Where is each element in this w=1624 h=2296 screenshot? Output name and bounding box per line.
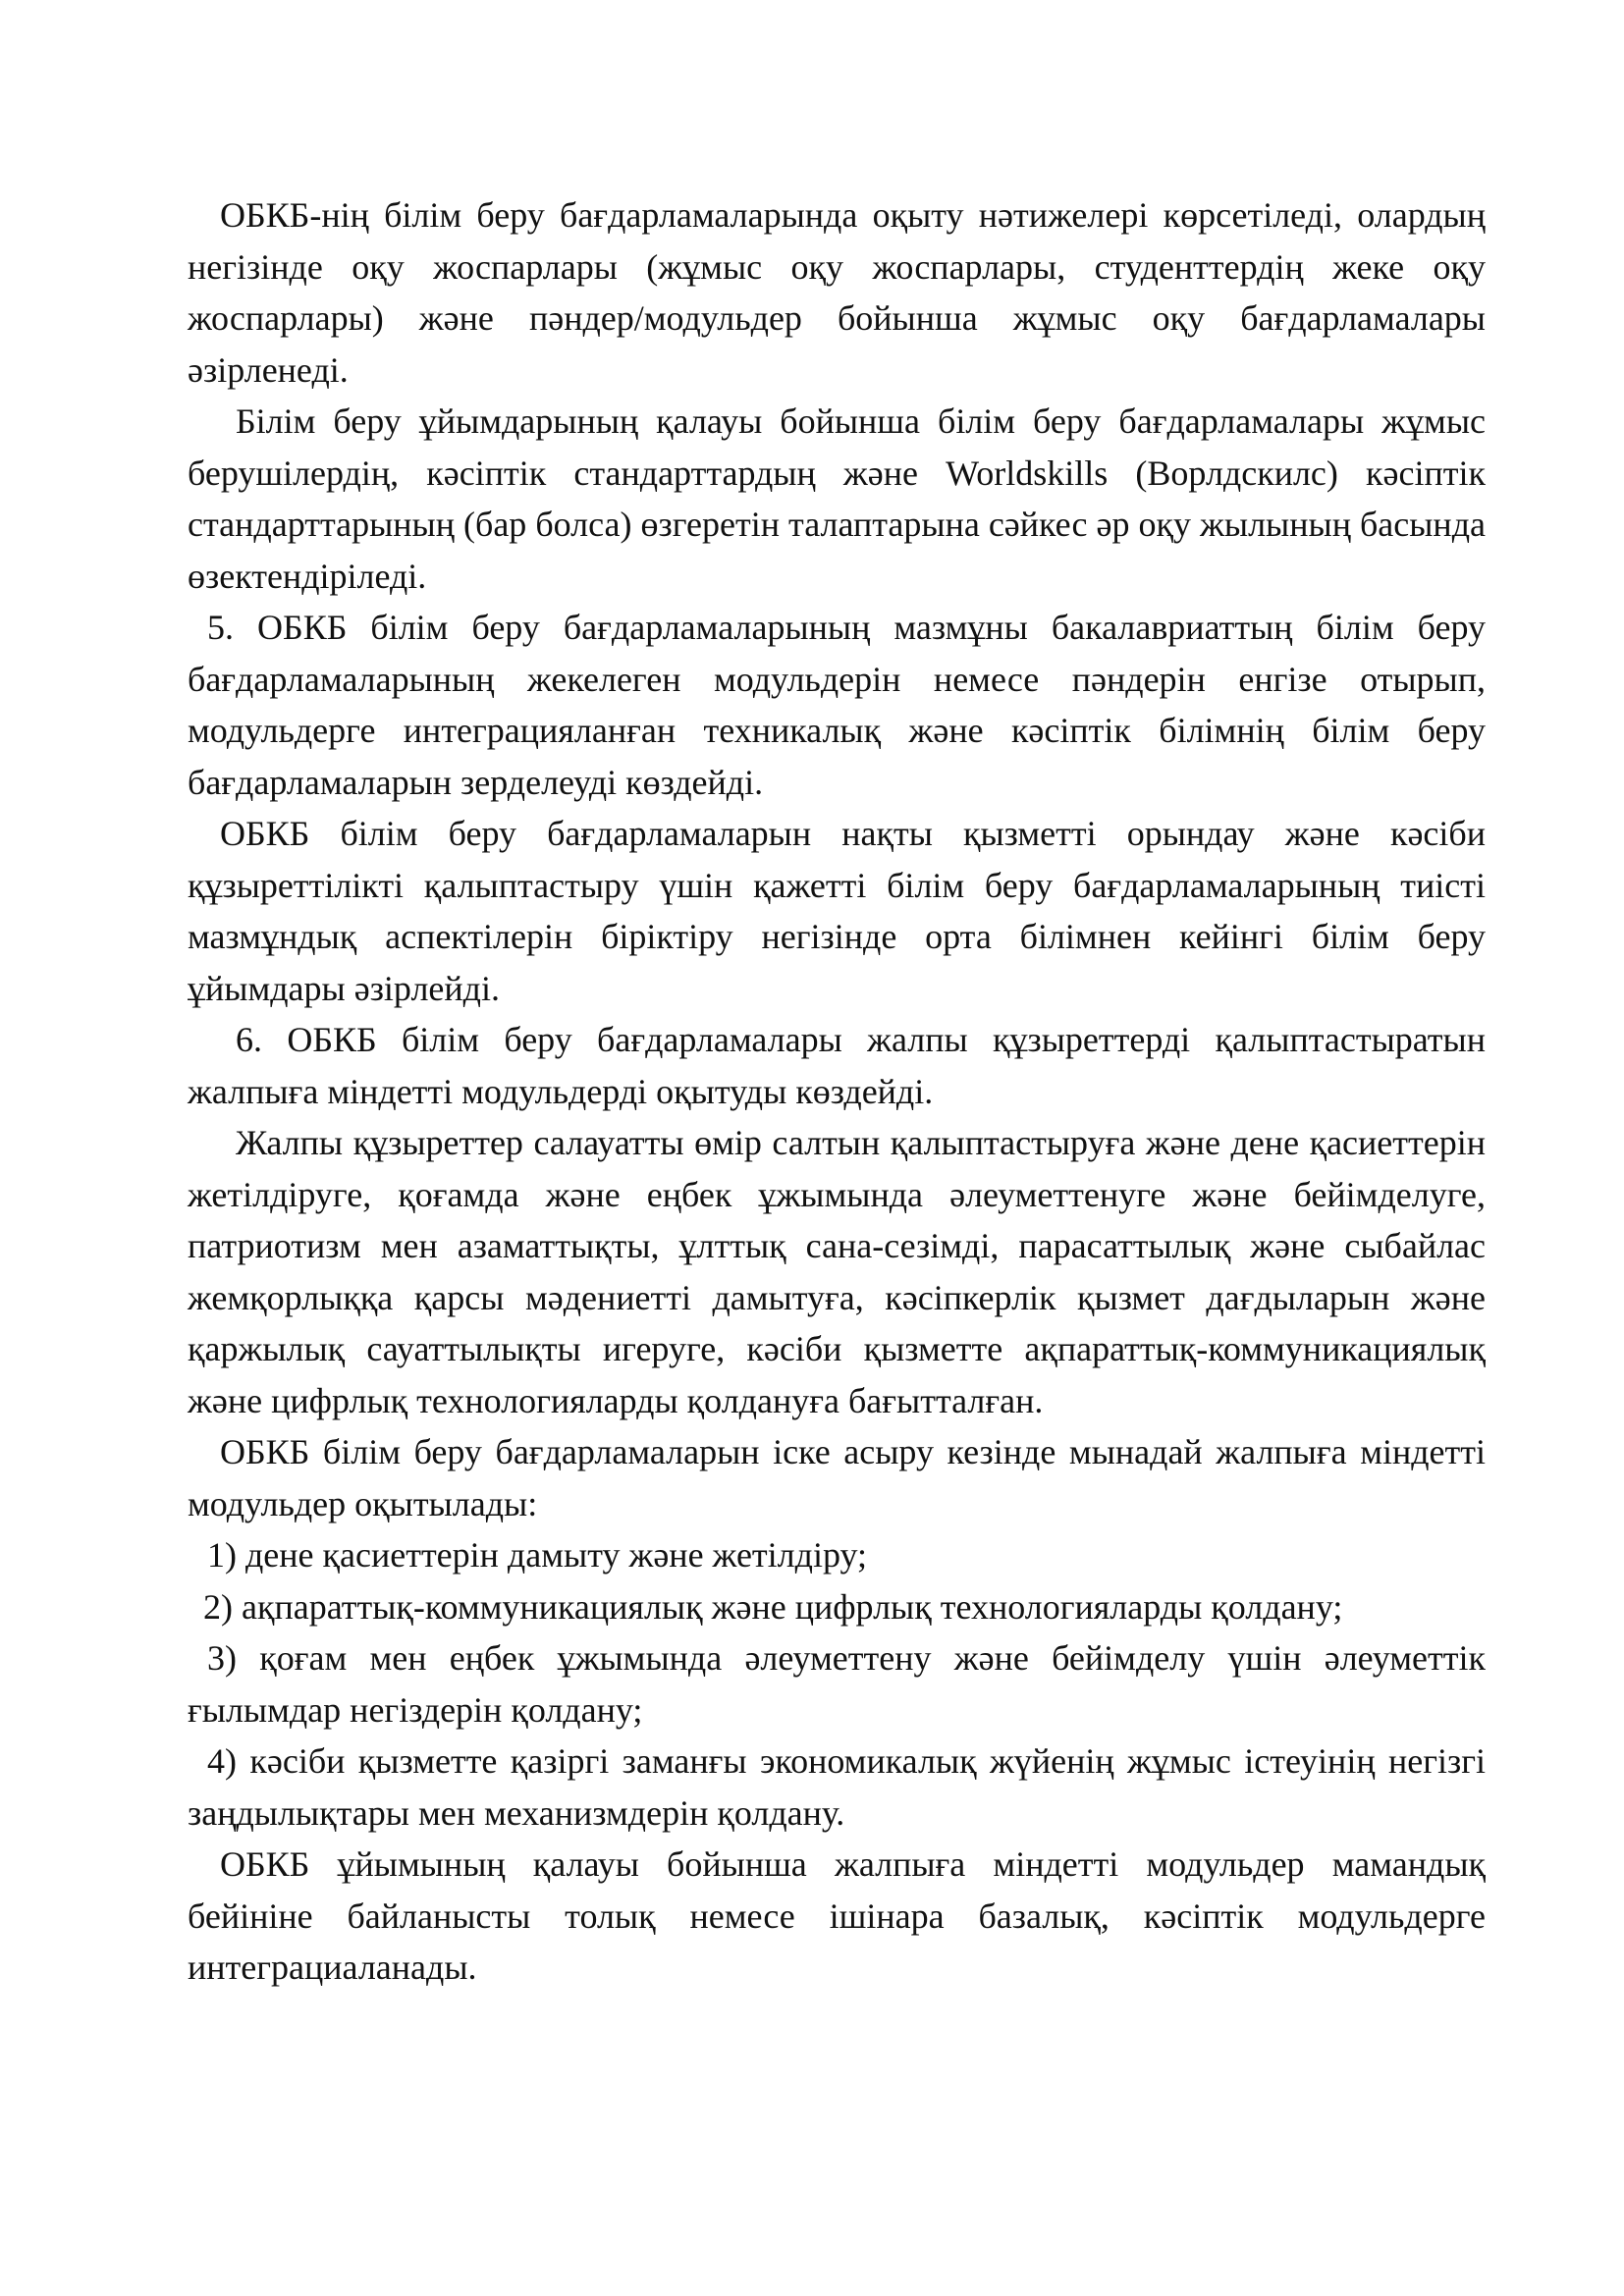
paragraph: Білім беру ұйымдарының қалауы бойынша білім беру бағдарламалары жұмыс берушілердің, кәсіптік стандарттардың және Worldskills (Ворлдскилс) кәсіптік стандарттарының (бар болса) өзгеретін талаптарына сәйкес әр оқу жылының басында өзектендіріледі. [188,401,1486,596]
list-item: 2) ақпараттық-коммуникациялық және цифрлық технологияларды қолдану; [203,1586,1343,1627]
paragraph: ОБКБ білім беру бағдарламаларын іске асыру кезінде мынадай жалпыға міндетті модульдер оқытылады: [188,1432,1486,1523]
closing-paragraph: ОБКБ ұйымының қалауы бойынша жалпыға міндетті модульдер мамандық бейініне байланысты толық немесе ішінара базалық, кәсіптік модульдерге интеграциаланады. [188,1844,1486,1987]
document-page [188,189,1486,1994]
paragraph: ОБКБ-нің білім беру бағдарламаларында оқыту нәтижелері көрсетіледі, олардың негізінде оқу жоспарлары (жұмыс оқу жоспарлары, студенттердің жеке оқу жоспарлары) және пәндер/модульдер бойынша жұмыс оқу бағдарламалары әзірленеді. [188,195,1486,390]
list-item: 1) дене қасиеттерін дамыту және жетілдіру; [207,1535,867,1575]
list-item: 4) кәсіби қызметте қазіргі заманғы экономикалық жүйенің жұмыс істеуінің негізгі заңдылықтары мен механизмдерін қолдану. [188,1741,1486,1833]
paragraph: 6. ОБКБ білім беру бағдарламалары жалпы құзыреттерді қалыптастыратын жалпыға міндетті модульдерді оқытуды көздейді. [188,1020,1486,1111]
paragraph: Жалпы құзыреттер салауатты өмір салтын қалыптастыруға және дене қасиеттерін жетілдіруге, қоғамда және еңбек ұжымында әлеуметтенуге және бейімделуге, патриотизм мен азаматтықты, ұлттық сана-сезімді, парасаттылық және сыбайлас жемқорлыққа қарсы мәдениетті дамытуға, кәсіпкерлік қызмет дағдыларын және қаржылық сауаттылықты игеруге, кәсіби қызметте ақпараттық-коммуникациялық және цифрлық технологияларды қолдануға бағытталған. [188,1123,1486,1420]
list-item: 3) қоғам мен еңбек ұжымында әлеуметтену және бейімделу үшін әлеуметтік ғылымдар негіздерін қолдану; [188,1638,1486,1730]
paragraph: ОБКБ білім беру бағдарламаларын нақты қызметті орындау және кәсіби құзыреттілікті қалыптастыру үшін қажетті білім беру бағдарламаларының тиісті мазмұндық аспектілерін біріктіру негізінде орта білімнен кейінгі білім беру ұйымдары әзірлейді. [188,814,1486,1008]
paragraph: 5. ОБКБ білім беру бағдарламаларының мазмұны бакалавриаттың білім беру бағдарламаларының жекелеген модульдерін немесе пәндерін енгізе отырып, модульдерге интеграцияланған техникалық және кәсіптік білімнің білім беру бағдарламаларын зерделеуді көздейді. [188,608,1486,802]
